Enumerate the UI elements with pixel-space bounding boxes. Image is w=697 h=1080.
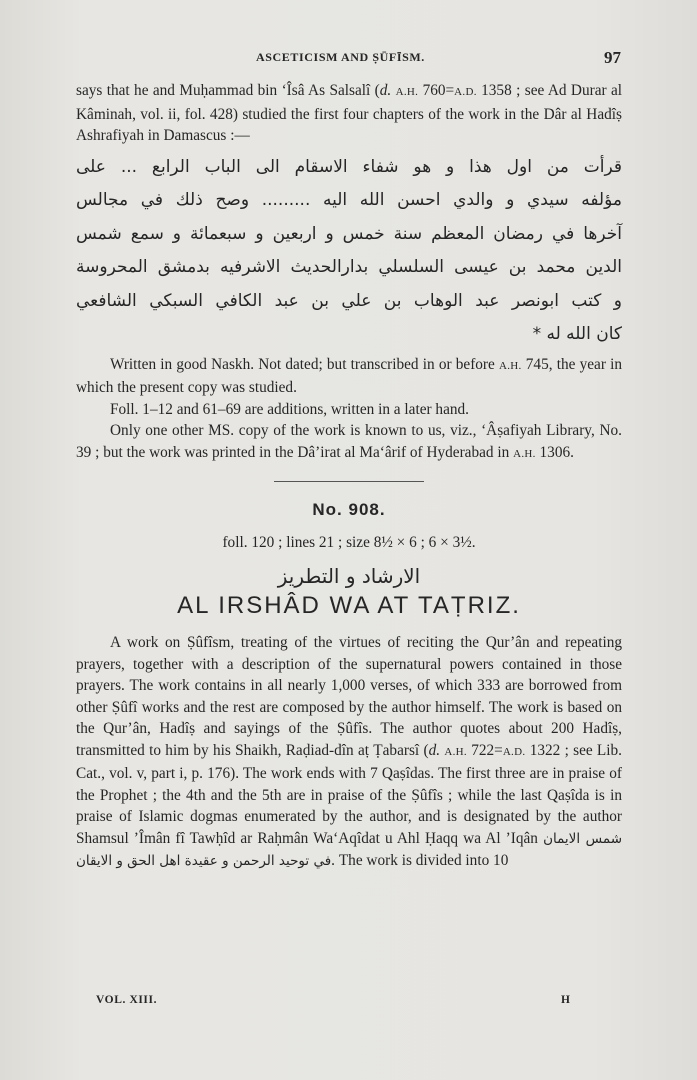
arabic-line: آخرها في رمضان المعظم سنة خمس و اربعين و سبعمائة و سمع شمس xyxy=(76,223,622,244)
era-abbrev: A.D. xyxy=(454,86,477,98)
text-run: 1358 ; see Ad Durar al Kâminah, vol. ii, fol. 428) studied the first four chapters of the work in the Dâr al Hadîṣ Ashrafiyah in Damascus :— xyxy=(76,82,622,144)
arabic-line: و كتب ابونصر عبد الوهاب بن علي بن عبد الكافي السبكي الشافعي xyxy=(76,290,622,311)
era-abbrev: A.H. xyxy=(513,447,536,460)
arabic-line: مؤلفه سيدي و والدي احسن الله اليه ......... وصح ذلك في مجالس xyxy=(76,190,622,210)
folio-note: Foll. 1–12 and 61–69 are additions, written in a later hand. xyxy=(110,400,469,418)
era-abbrev: A.H. xyxy=(395,86,419,98)
running-title: ASCETICISM AND ṢŪFĪSM. xyxy=(256,50,425,64)
text-run: 1306. xyxy=(535,443,574,461)
entry-description xyxy=(76,632,622,873)
script-note xyxy=(76,354,622,399)
arabic-quotation xyxy=(76,151,622,352)
text-run: 760= xyxy=(418,82,455,99)
arabic-title: الارشاد و التطريز xyxy=(277,564,421,588)
italic-run: d. xyxy=(428,741,441,759)
page-body xyxy=(76,80,622,873)
section-divider xyxy=(274,481,424,482)
text-run: 722= xyxy=(466,741,503,759)
text-run: says that he and Muḥammad bin ‘Îsâ As Salsalî ( xyxy=(76,82,380,99)
previous-entry-paragraph xyxy=(76,80,622,147)
italic-run: d. xyxy=(379,82,392,99)
era-abbrev: A.H. xyxy=(499,359,522,372)
text-run: Written in good Naskh. Not dated; but transcribed in or before xyxy=(110,355,499,373)
entry-number: No. 908. xyxy=(312,500,386,519)
era-abbrev: A.D. xyxy=(502,745,526,758)
text-run: 1322 ; see Lib. Cat., vol. v, part i, p. 176). The work ends with 7 Qaṣîdas. The first three are in praise of the Prophet ; the 4th and the 5th are in praise of the Ṣûfîs ; while the last Qaṣîda is in praise of Islamic dogmas enumerated by the author, and is designated by the author Shamsul ’Îmân fî Tawḥîd ar Raḥmân Wa‘Aqîdat u Ahl Ḥaqq wa Al ’Iqân xyxy=(76,741,623,847)
arabic-line: الدين محمد بن عيسى السلسلي بدارالحديث الاشرفيه بدمشق المحروسة xyxy=(76,257,622,277)
copies-note xyxy=(76,420,622,465)
signature-mark: H xyxy=(561,994,570,1006)
text-run: A work on Ṣûfîsm, treating of the virtues of reciting the Qur’ân and repeating prayers, together with a description of the supernatural powers contained in those prayers. The work contains in all nearly 1,000 verses, of which 333 are borrowed from other Ṣûfî works and the rest are composed by the author himself. The work is based on the Qur’ân, Hadîṣ and sayings of the Ṣûfîs. The author quotes about 200 Hadîṣ, transmitted to him by his Shaikh, Raḍiad-dîn aṭ Ṭabarsî ( xyxy=(76,634,622,759)
page-number: 97 xyxy=(604,48,621,67)
arabic-line: كان الله له * xyxy=(532,324,622,344)
arabic-line: قرأت من اول هذا و هو شفاء الاسقام الى الباب الرابع ... على xyxy=(76,156,622,177)
page-footer xyxy=(0,994,697,1012)
text-run: Only one other MS. copy of the work is known to us, viz., ‘Âṣafiyah Library, No. 39 ; but the work was printed in the Dâ’irat al Ma‘ârif of Hyderabad in xyxy=(76,422,622,461)
entry-title: AL IRSHÂD WA AT TAṬRIZ. xyxy=(177,592,521,619)
inline-arabic-title: شمس الايمان في توحيد الرحمن و عقيدة اهل الحق و الايقان xyxy=(76,830,622,869)
era-abbrev: A.H. xyxy=(444,745,467,758)
running-head xyxy=(0,48,697,72)
physical-description: foll. 120 ; lines 21 ; size 8½ × 6 ; 6 × 3½. xyxy=(222,534,476,551)
text-run: . The work is divided into 10 xyxy=(331,852,509,869)
volume-label: VOL. XIII. xyxy=(96,994,158,1006)
text-run: 745, the year in which the present copy was studied. xyxy=(76,355,622,396)
